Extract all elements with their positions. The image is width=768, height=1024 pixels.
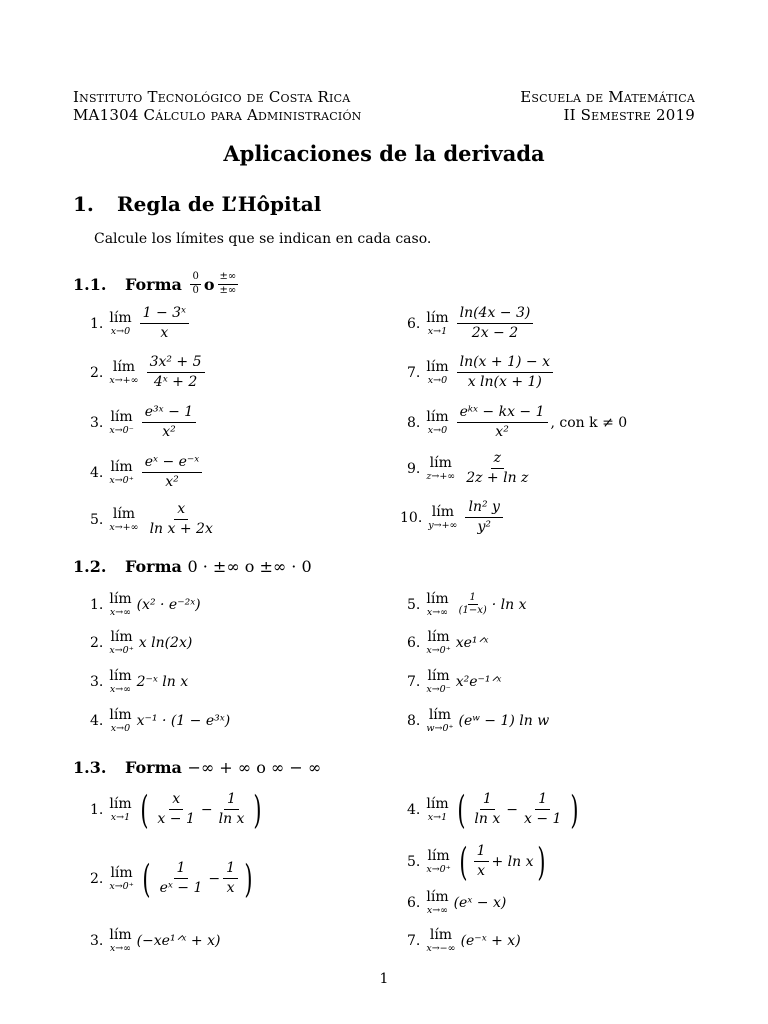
math-text: x→1 <box>427 325 448 337</box>
fraction <box>521 792 564 826</box>
math-text: 1.2. <box>73 557 107 576</box>
math-text: (eˣ − x) <box>453 894 507 911</box>
math-text: lím <box>426 408 449 425</box>
numerator: 1 <box>224 792 239 810</box>
math-text: + ln x <box>491 853 534 870</box>
denominator: x <box>160 325 169 341</box>
denominator: (1−x) <box>458 605 487 616</box>
math-text: lím <box>427 847 450 864</box>
math-text: lím <box>110 408 133 425</box>
math-text: lím <box>109 926 132 943</box>
list-item <box>407 450 534 486</box>
list-item <box>407 628 489 656</box>
math-text: (−xe¹ᐟˣ + x) <box>136 932 221 949</box>
list-item <box>400 499 506 535</box>
denominator: ±∞ <box>219 284 237 296</box>
math-text: lím <box>112 505 136 522</box>
math-text: x→∞ <box>109 606 132 618</box>
math-text: z→+∞ <box>426 470 456 482</box>
item-number: 1. <box>90 596 104 613</box>
limit-operator <box>109 592 131 618</box>
list-item <box>90 628 193 656</box>
fraction <box>216 792 248 826</box>
limit-operator <box>426 890 448 916</box>
numerator: 1 − 3ˣ <box>140 306 189 324</box>
parenthesis: ( <box>456 787 466 832</box>
denominator: eˣ − 1 <box>159 880 203 896</box>
list-item <box>407 706 550 734</box>
denominator: ln x <box>474 811 501 827</box>
subsection-number: 1.1. <box>73 274 107 294</box>
list-item <box>90 501 219 537</box>
limit-operator <box>426 797 448 823</box>
section-title: Regla de L’Hôpital <box>117 192 322 216</box>
fraction <box>140 306 189 340</box>
math-text: − <box>208 870 221 887</box>
form-fraction-inf <box>218 272 239 296</box>
limit-operator <box>109 928 131 954</box>
limit-operator <box>426 630 450 656</box>
math-text: lím <box>110 864 133 881</box>
math-text: lím <box>426 358 449 375</box>
math-text: lím <box>431 503 454 520</box>
subsection-prefix: Forma <box>125 274 182 294</box>
item-number: 3. <box>90 414 104 431</box>
item-number: 4. <box>407 801 421 818</box>
item-number: 1. <box>90 801 104 818</box>
math-text: x ln(2x) <box>138 634 193 651</box>
section-number: 1. <box>73 192 94 216</box>
parenthesis: ( <box>142 856 151 901</box>
math-text: x→0⁻ <box>109 424 134 436</box>
math-text: (x² · e⁻²ˣ) <box>136 596 201 613</box>
numerator: eˣ − e⁻ˣ <box>142 455 203 473</box>
fraction <box>457 355 553 389</box>
numerator: 1 <box>468 593 478 606</box>
header-school: Escuela de Matemática <box>520 88 695 106</box>
fraction <box>465 500 502 534</box>
math-text: lím <box>426 309 449 326</box>
limit-operator <box>426 360 448 386</box>
item-number: 3. <box>90 673 104 690</box>
numerator: x <box>169 792 183 810</box>
denominator: 4ˣ + 2 <box>153 374 198 390</box>
numerator: eᵏˣ − kx − 1 <box>457 405 548 423</box>
item-number: 7. <box>407 673 421 690</box>
parenthesis: ) <box>536 839 546 884</box>
math-text: x→0 <box>110 722 131 734</box>
item-number: 2. <box>90 870 104 887</box>
section-heading <box>73 192 321 216</box>
denominator: x <box>226 880 235 896</box>
math-text: x→∞ <box>109 683 132 695</box>
list-item <box>407 354 556 390</box>
item-number: 5. <box>90 511 104 528</box>
item-number: 9. <box>407 460 421 477</box>
denominator: x² <box>162 424 176 440</box>
list-item <box>90 926 221 954</box>
numerator: 0 <box>190 272 200 285</box>
math-text: x→∞ <box>426 606 449 618</box>
math-text: lím <box>429 454 452 471</box>
math-text: lím <box>426 795 449 812</box>
math-text: − <box>506 801 518 818</box>
math-text: − <box>200 801 213 818</box>
math-text: 1.3. <box>73 758 107 777</box>
math-text: x→∞ <box>109 942 132 954</box>
fraction <box>142 405 196 439</box>
page-title: Aplicaciones de la derivada <box>223 141 545 166</box>
item-number: 7. <box>407 364 421 381</box>
list-item <box>90 354 208 390</box>
limit-operator <box>109 630 133 656</box>
math-text: x→∞ <box>426 904 449 916</box>
list-item <box>90 667 189 695</box>
math-text: x→0⁺ <box>109 880 134 892</box>
limit-operator <box>428 505 457 531</box>
math-text: x→1 <box>110 811 131 823</box>
fraction <box>457 306 534 340</box>
item-number: 5. <box>407 853 421 870</box>
limit-operator <box>426 708 453 734</box>
page-number: 1 <box>379 971 389 987</box>
limit-operator <box>109 669 131 695</box>
math-text: lím <box>110 628 133 645</box>
denominator: y² <box>477 519 491 535</box>
math-text: (e⁻ˣ + x) <box>460 932 521 949</box>
numerator: e³ˣ − 1 <box>142 405 196 423</box>
numerator: 1 <box>223 861 238 879</box>
fraction <box>457 405 548 439</box>
math-text: xe¹ᐟˣ <box>455 634 489 651</box>
limit-operator <box>426 410 448 436</box>
math-text: lím <box>428 706 452 723</box>
numerator: z <box>491 451 504 469</box>
math-text: x→0⁺ <box>426 644 451 656</box>
form-fraction-zero <box>190 272 200 296</box>
list-item <box>407 590 527 618</box>
numerator: ln² y <box>465 500 502 518</box>
fraction <box>457 593 489 617</box>
denominator: ln x <box>218 811 245 827</box>
item-number: 4. <box>90 712 104 729</box>
math-text: x→0⁺ <box>109 474 134 486</box>
limit-operator <box>109 460 133 486</box>
subsection-3-heading <box>73 758 321 777</box>
math-text: x→+∞ <box>109 521 139 533</box>
item-number: 6. <box>407 634 421 651</box>
parenthesis: ( <box>139 787 149 832</box>
math-text: −∞ + ∞ o ∞ − ∞ <box>187 758 322 777</box>
list-item <box>90 706 231 734</box>
math-text: x→0 <box>427 424 448 436</box>
numerator: 3x² + 5 <box>147 355 205 373</box>
math-text: x²e⁻¹ᐟˣ <box>455 673 502 690</box>
math-text: x→0⁺ <box>109 644 134 656</box>
math-text: w→0⁺ <box>426 722 454 734</box>
limit-operator <box>109 360 138 386</box>
math-text: lím <box>109 706 132 723</box>
math-text: lím <box>112 358 136 375</box>
subsection-2-heading <box>73 557 312 576</box>
limit-operator <box>109 311 131 337</box>
denominator: x <box>477 863 485 879</box>
math-text: · ln x <box>491 596 527 613</box>
fraction <box>147 355 205 389</box>
list-item <box>407 888 507 916</box>
list-item <box>90 305 192 341</box>
math-text: lím <box>109 309 132 326</box>
parenthesis: ) <box>253 787 262 832</box>
denominator: 2x − 2 <box>471 325 519 341</box>
limit-operator <box>109 507 138 533</box>
item-number: 3. <box>90 932 104 949</box>
list-item <box>90 590 201 618</box>
item-number: 5. <box>407 596 421 613</box>
math-text: lím <box>109 590 132 607</box>
denominator: x − 1 <box>157 811 195 827</box>
subsection-conj: o <box>203 274 215 294</box>
fraction <box>157 861 206 895</box>
numerator: 1 <box>174 861 189 879</box>
denominator: 0 <box>192 284 199 296</box>
fraction <box>154 792 197 826</box>
math-text: x→0 <box>110 325 131 337</box>
limit-operator <box>109 410 133 436</box>
math-text: Forma <box>125 557 182 576</box>
limit-operator <box>109 866 133 892</box>
item-number: 8. <box>407 414 421 431</box>
math-text: lím <box>426 590 449 607</box>
list-item <box>407 305 536 341</box>
denominator: x − 1 <box>524 811 562 827</box>
math-text: x⁻¹ · (1 − e³ˣ) <box>136 712 231 729</box>
limit-operator <box>426 592 448 618</box>
limit-operator <box>109 797 131 823</box>
fraction <box>463 451 531 485</box>
item-number: 8. <box>407 712 421 729</box>
math-text: x→−∞ <box>426 942 456 954</box>
math-text: , con k ≠ 0 <box>550 414 628 431</box>
limit-operator <box>109 708 131 734</box>
denominator: x² <box>165 474 179 490</box>
intro-text: Calcule los límites que se indican en cada caso. <box>94 231 432 247</box>
denominator: x ln(x + 1) <box>467 374 542 390</box>
math-text: 0 · ±∞ o ±∞ · 0 <box>187 557 312 576</box>
numerator: ln(4x − 3) <box>457 306 534 324</box>
numerator: 1 <box>474 844 489 862</box>
list-item <box>90 787 265 832</box>
math-text: lím <box>109 667 132 684</box>
math-text: lím <box>427 628 450 645</box>
numerator: ln(x + 1) − x <box>457 355 553 373</box>
list-item <box>407 667 502 695</box>
parenthesis: ( <box>459 839 468 884</box>
math-text: y→+∞ <box>428 519 458 531</box>
header-institution: Instituto Tecnológico de Costa Rica <box>73 88 351 106</box>
math-text: x→+∞ <box>109 374 139 386</box>
math-text: x→0⁺ <box>426 863 451 875</box>
list-item <box>407 787 582 832</box>
denominator: x² <box>495 424 509 440</box>
numerator: 1 <box>535 792 550 810</box>
math-text: lím <box>429 926 453 943</box>
math-text: lím <box>109 795 132 812</box>
item-number: 2. <box>90 634 104 651</box>
fraction <box>471 792 503 826</box>
header-course: MA1304 Cálculo para Administración <box>73 106 362 124</box>
math-text: (eʷ − 1) ln w <box>458 712 550 729</box>
list-item <box>90 856 256 901</box>
denominator: 2z + ln z <box>466 470 529 486</box>
item-number: 7. <box>407 932 421 949</box>
list-item <box>90 454 205 490</box>
numerator: ±∞ <box>218 272 239 285</box>
list-item <box>90 404 199 440</box>
item-number: 2. <box>90 364 104 381</box>
limit-operator <box>426 928 455 954</box>
limit-operator <box>426 669 450 695</box>
parenthesis: ) <box>244 856 253 901</box>
item-number: 1. <box>90 315 104 332</box>
fraction <box>474 844 489 878</box>
fraction <box>147 502 216 536</box>
limit-operator <box>426 849 450 875</box>
item-number: 10. <box>400 509 423 526</box>
math-text: x→0 <box>427 374 448 386</box>
math-text: lím <box>426 888 449 905</box>
list-item <box>407 404 628 440</box>
limit-operator <box>426 311 448 337</box>
denominator: ln x + 2x <box>149 521 213 537</box>
math-text: 2⁻ˣ ln x <box>136 673 189 690</box>
item-number: 6. <box>407 315 421 332</box>
math-text: Forma <box>125 758 182 777</box>
numerator: 1 <box>480 792 495 810</box>
list-item <box>407 839 548 884</box>
item-number: 4. <box>90 464 104 481</box>
fraction <box>142 455 203 489</box>
limit-operator <box>426 456 455 482</box>
numerator: x <box>174 502 188 520</box>
math-text: lím <box>110 458 133 475</box>
parenthesis: ) <box>570 787 579 832</box>
list-item <box>407 926 521 954</box>
math-text: x→1 <box>427 811 448 823</box>
math-text: lím <box>427 667 450 684</box>
subsection-1-heading <box>73 272 241 296</box>
math-text: x→0⁻ <box>426 683 451 695</box>
header-semester: II Semestre 2019 <box>563 106 695 124</box>
fraction <box>223 861 238 895</box>
item-number: 6. <box>407 894 421 911</box>
